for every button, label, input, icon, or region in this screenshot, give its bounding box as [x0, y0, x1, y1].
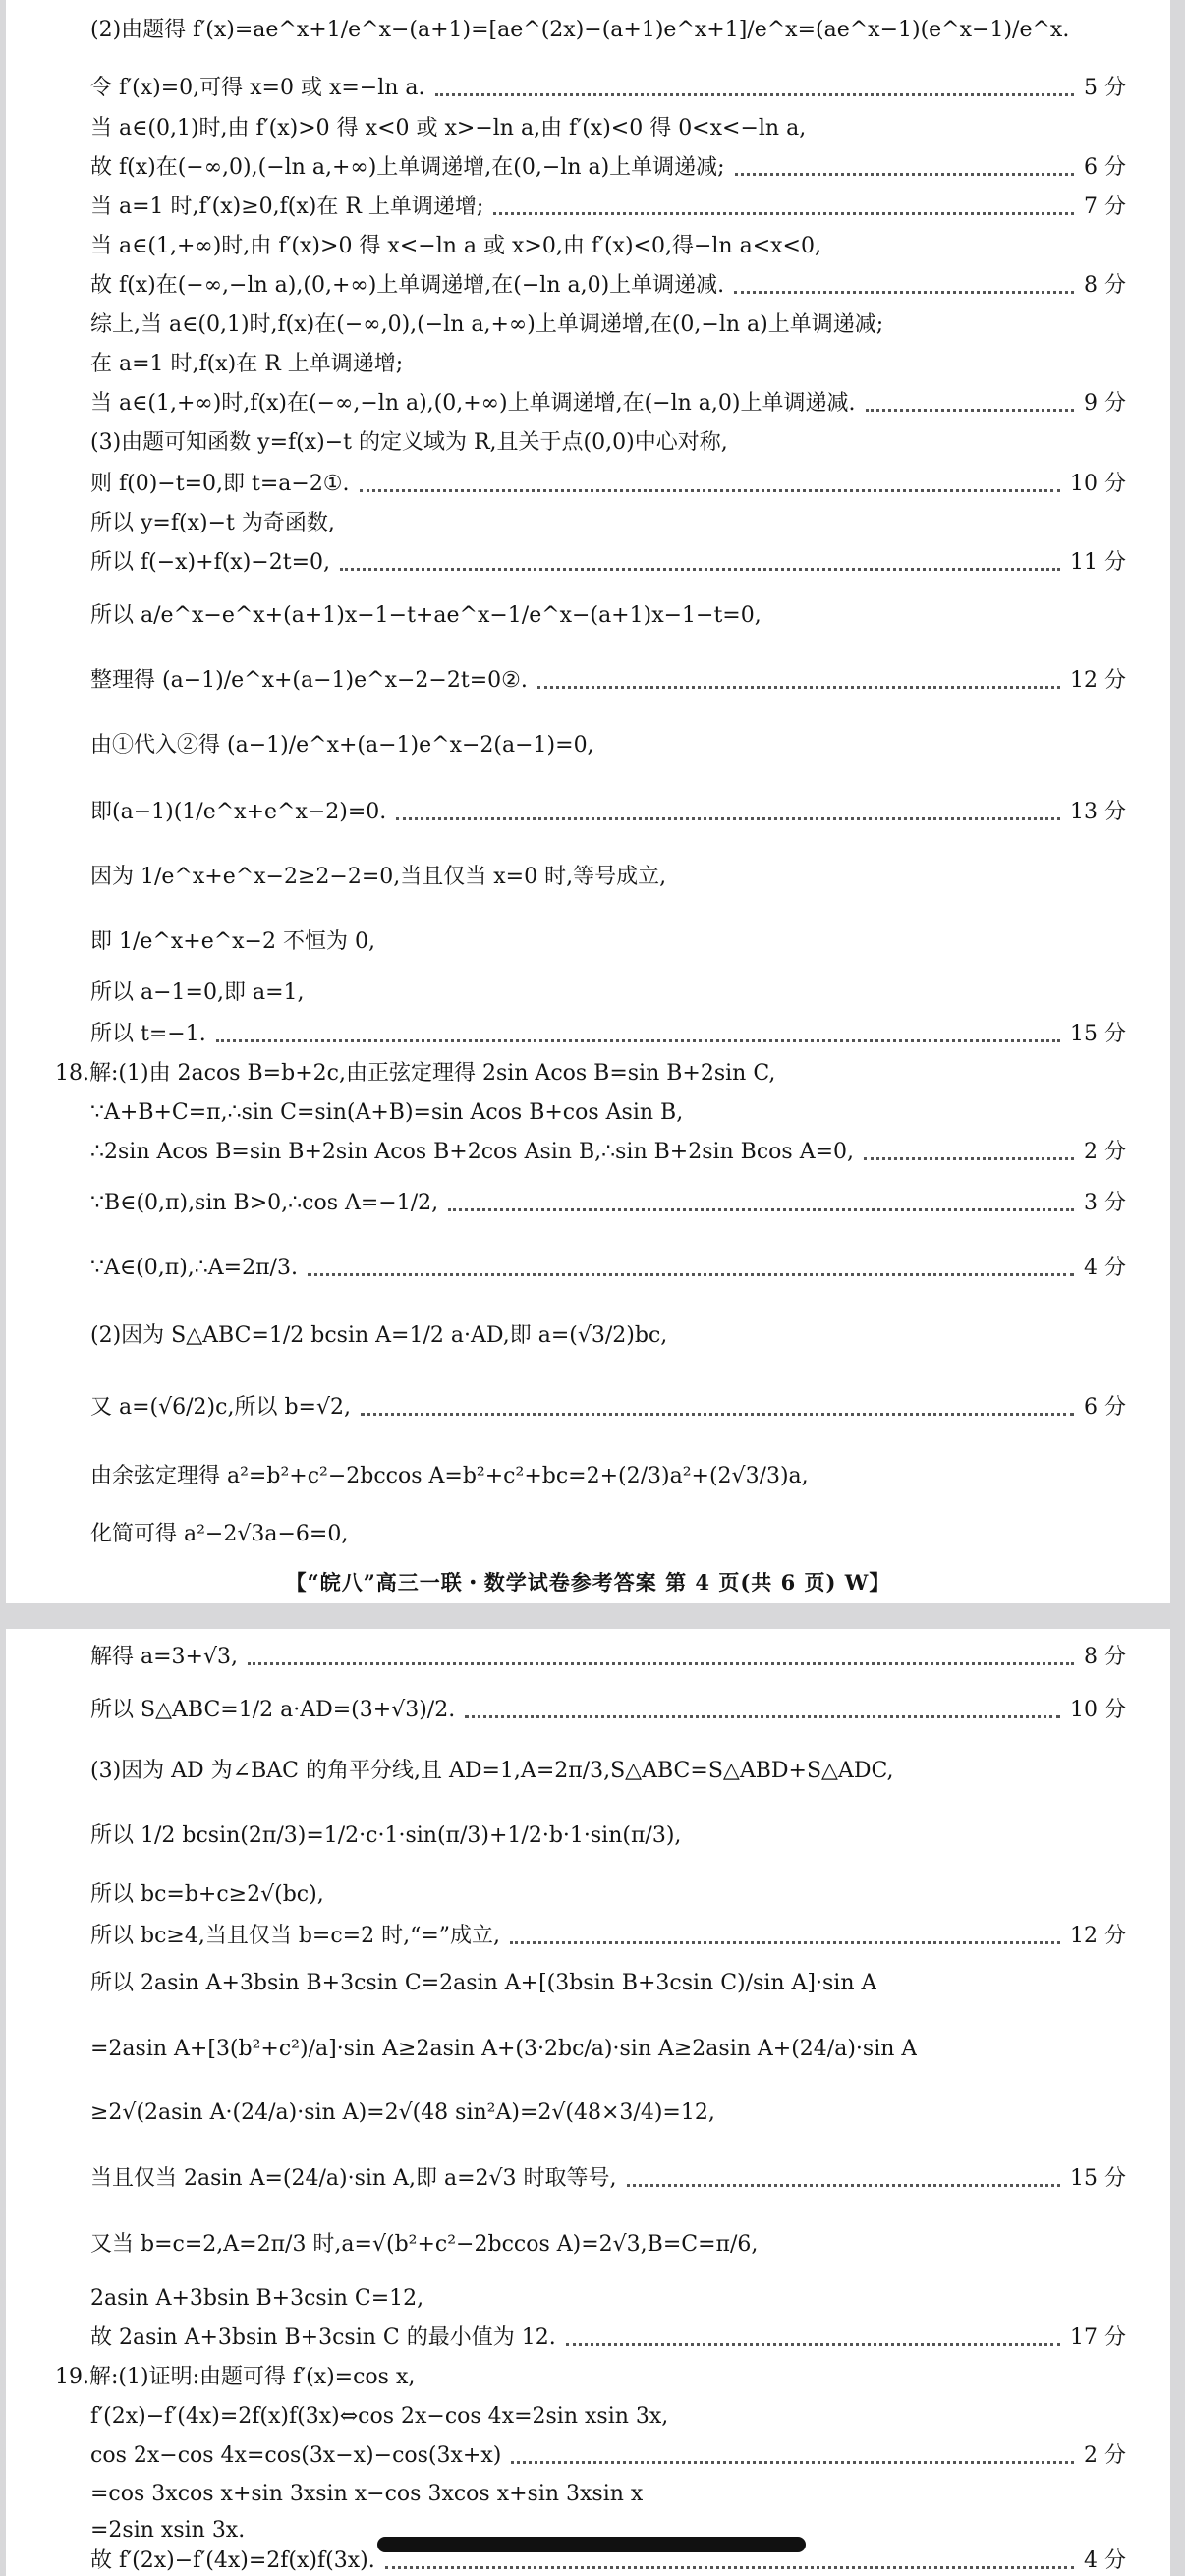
line-text: ∵A+B+C=π,∴sin C=sin(A+B)=sin Acos B+cos Asin B,: [90, 1100, 684, 1125]
line-text: 当 a∈(1,+∞)时,由 f′(x)>0 得 x<−ln a 或 x>0,由 f′(x)<0,得−ln a<x<0,: [90, 234, 821, 258]
line-text: 故 f′(2x)−f′(4x)=2f(x)f(3x).: [90, 2548, 375, 2573]
solution-line: [90, 2230, 1126, 2260]
dot-leader: [734, 291, 1074, 294]
solution-line: [90, 548, 1126, 578]
line-text: 故 2asin A+3bsin B+3csin C 的最小值为 12.: [90, 2325, 556, 2350]
line-text: (3)因为 AD 为∠BAC 的角平分线,且 AD=1,A=2π/3,S△ABC=S△ABD+S△ADC,: [90, 1759, 894, 1783]
score-mark: 10 分: [1070, 1698, 1126, 1722]
solution-line: [90, 1969, 1126, 1998]
line-text: 故 f(x)在(−∞,0),(−ln a,+∞)上单调递增,在(0,−ln a)上单调递减;: [90, 155, 725, 180]
dot-leader: [308, 1273, 1074, 1276]
dot-leader: [866, 409, 1075, 412]
question-19-start: [55, 2363, 1126, 2392]
solution-line: [90, 1757, 1126, 1786]
line-text: 由余弦定理得 a²=b²+c²−2bccos A=b²+c²+bc=2+(2/3)a²+(2√3/3)a,: [90, 1464, 809, 1488]
dot-leader: [537, 686, 1060, 689]
solution-line: [90, 1922, 1126, 1951]
line-text: ∴2sin Acos B=sin B+2sin Acos B+2cos Asin B,∴sin B+2sin Bcos A=0,: [90, 1140, 855, 1164]
dot-leader: [248, 1662, 1074, 1665]
line-text: 所以 f(−x)+f(x)−2t=0,: [90, 550, 330, 575]
line-text: =2sin xsin 3x.: [90, 2518, 246, 2543]
dot-leader: [435, 93, 1074, 96]
dot-leader: [361, 1413, 1074, 1416]
score-mark: 4 分: [1084, 2548, 1126, 2573]
solution-line: [90, 1880, 1126, 1910]
line-text: =2asin A+[3(b²+c²)/a]·sin A≥2asin A+(3·2bc/a)·sin A≥2asin A+(24/a)·sin A: [90, 2037, 918, 2061]
line-text: (2)因为 S△ABC=1/2 bcsin A=1/2 a·AD,即 a=(√3/2)bc,: [90, 1323, 668, 1348]
score-mark: 4 分: [1084, 1256, 1126, 1280]
solution-line: [90, 389, 1126, 419]
score-mark: 5 分: [1084, 76, 1126, 100]
line-text: f′(2x)−f′(4x)=2f(x)f(3x)⇔cos 2x−cos 4x=2sin xsin 3x,: [90, 2404, 669, 2429]
dot-leader: [511, 2461, 1074, 2464]
solution-line: [90, 310, 1126, 340]
solution-line: [90, 509, 1126, 538]
solution-line: [90, 1393, 1126, 1423]
solution-line: [90, 863, 1126, 892]
score-mark: 17 分: [1070, 2325, 1126, 2350]
line-text: 所以 t=−1.: [90, 1022, 206, 1046]
solution-line: [90, 153, 1126, 183]
line-text: 当 a∈(1,+∞)时,f(x)在(−∞,−ln a),(0,+∞)上单调递增,在(−ln a,0)上单调递减.: [90, 391, 856, 416]
dot-leader: [396, 817, 1060, 820]
solution-line: [90, 2164, 1126, 2194]
score-mark: 9 分: [1084, 391, 1126, 416]
score-mark: 15 分: [1070, 1022, 1126, 1046]
solution-line: [90, 470, 1126, 499]
line-text: 所以 S△ABC=1/2 a·AD=(3+√3)/2.: [90, 1698, 456, 1722]
line-text: ∵A∈(0,π),∴A=2π/3.: [90, 1256, 298, 1280]
solution-line: [90, 16, 1126, 45]
line-text: 所以 bc=b+c≥2√(bc),: [90, 1882, 324, 1907]
dot-leader: [864, 1157, 1074, 1160]
line-text: 所以 bc≥4,当且仅当 b=c=2 时,“=”成立,: [90, 1924, 500, 1948]
dot-leader: [216, 1039, 1060, 1042]
home-indicator-bar[interactable]: [377, 2537, 806, 2552]
score-mark: 12 分: [1070, 1924, 1126, 1948]
score-mark: 8 分: [1084, 1645, 1126, 1669]
score-mark: 10 分: [1070, 472, 1126, 496]
line-text: 令 f′(x)=0,可得 x=0 或 x=−ln a.: [90, 76, 425, 100]
solution-line: [90, 2324, 1126, 2353]
solution-line: [90, 232, 1126, 261]
line-text: 故 f(x)在(−∞,−ln a),(0,+∞)上单调递增,在(−ln a,0)上单调递减.: [90, 273, 725, 298]
score-mark: 6 分: [1084, 155, 1126, 180]
solution-line: [90, 2099, 1126, 2128]
line-text: 整理得 (a−1)/e^x+(a−1)e^x−2−2t=0②.: [90, 668, 528, 693]
solution-line: [90, 2480, 1126, 2509]
solution-line: [90, 1138, 1126, 1167]
line-text: 19.解:(1)证明:由题可得 f′(x)=cos x,: [55, 2365, 416, 2389]
dot-leader: [566, 2343, 1060, 2346]
solution-line: [90, 271, 1126, 301]
line-text: 所以 y=f(x)−t 为奇函数,: [90, 511, 335, 535]
dot-leader: [448, 1208, 1074, 1211]
line-text: 因为 1/e^x+e^x−2≥2−2=0,当且仅当 x=0 时,等号成立,: [90, 865, 667, 889]
solution-line: [90, 350, 1126, 379]
score-mark: 2 分: [1084, 2443, 1126, 2468]
line-text: 由①代入②得 (a−1)/e^x+(a−1)e^x−2(a−1)=0,: [90, 733, 594, 757]
answer-page-5: [6, 1629, 1170, 2576]
solution-line: [90, 731, 1126, 760]
solution-line: [90, 798, 1126, 827]
solution-line: [90, 1821, 1126, 1851]
line-text: 则 f(0)−t=0,即 t=a−2①.: [90, 472, 350, 496]
solution-line: [90, 1520, 1126, 1549]
solution-line: [90, 1189, 1126, 1218]
line-text: 所以 a/e^x−e^x+(a+1)x−1−t+ae^x−1/e^x−(a+1)x−1−t=0,: [90, 603, 762, 628]
line-text: 2asin A+3bsin B+3csin C=12,: [90, 2286, 424, 2311]
solution-line: [90, 979, 1126, 1008]
score-mark: 7 分: [1084, 195, 1126, 219]
solution-line: [90, 114, 1126, 143]
solution-line: [90, 601, 1126, 631]
line-text: 当且仅当 2asin A=(24/a)·sin A,即 a=2√3 时取等号,: [90, 2166, 617, 2191]
line-text: 即(a−1)(1/e^x+e^x−2)=0.: [90, 800, 387, 824]
line-text: =cos 3xcos x+sin 3xsin x−cos 3xcos x+sin 3xsin x: [90, 2482, 644, 2506]
solution-line: [90, 666, 1126, 696]
solution-line: [90, 2441, 1126, 2471]
score-mark: 15 分: [1070, 2166, 1126, 2191]
line-text: ∵B∈(0,π),sin B>0,∴cos A=−1/2,: [90, 1191, 439, 1215]
page-footer: 【“皖八”高三一联・数学试卷参考答案 第 4 页(共 6 页) W】: [285, 1570, 891, 1595]
solution-line: [90, 74, 1126, 103]
line-text: 在 a=1 时,f(x)在 R 上单调递增;: [90, 352, 404, 376]
dot-leader: [360, 489, 1060, 492]
score-mark: 11 分: [1070, 550, 1126, 575]
dot-leader: [627, 2184, 1060, 2187]
question-18-start: [55, 1059, 1126, 1089]
line-text: cos 2x−cos 4x=cos(3x−x)−cos(3x+x): [90, 2443, 502, 2468]
line-text: 综上,当 a∈(0,1)时,f(x)在(−∞,0),(−ln a,+∞)上单调递增,在(0,−ln a)上单调递减;: [90, 312, 884, 337]
solution-line: [90, 2284, 1126, 2314]
dot-leader: [493, 212, 1074, 215]
answer-page-4: [6, 0, 1170, 1603]
solution-line: [90, 1462, 1126, 1491]
line-text: 又 a=(√6/2)c,所以 b=√2,: [90, 1395, 351, 1420]
solution-line: [90, 1696, 1126, 1725]
solution-line: [90, 1321, 1126, 1351]
dot-leader: [510, 1941, 1060, 1944]
line-text: 所以 a−1=0,即 a=1,: [90, 980, 305, 1005]
score-mark: 13 分: [1070, 800, 1126, 824]
dot-leader: [465, 1715, 1060, 1718]
line-text: 即 1/e^x+e^x−2 不恒为 0,: [90, 929, 375, 954]
solution-line: [90, 2035, 1126, 2064]
solution-line: [90, 193, 1126, 222]
solution-line: [90, 2402, 1126, 2432]
solution-line: [90, 927, 1126, 957]
dot-leader: [385, 2566, 1074, 2569]
solution-line: [90, 1643, 1126, 1672]
score-mark: 2 分: [1084, 1140, 1126, 1164]
score-mark: 6 分: [1084, 1395, 1126, 1420]
line-text: 当 a∈(0,1)时,由 f′(x)>0 得 x<0 或 x>−ln a,由 f′(x)<0 得 0<x<−ln a,: [90, 116, 807, 140]
line-text: 解得 a=3+√3,: [90, 1645, 238, 1669]
line-text: ≥2√(2asin A·(24/a)·sin A)=2√(48 sin²A)=2√(48×3/4)=12,: [90, 2100, 715, 2125]
line-text: 化简可得 a²−2√3a−6=0,: [90, 1522, 349, 1546]
solution-line: [90, 1020, 1126, 1049]
line-text: 所以 2asin A+3bsin B+3csin C=2asin A+[(3bsin B+3csin C)/sin A]·sin A: [90, 1971, 877, 1995]
line-text: (3)由题可知函数 y=f(x)−t 的定义域为 R,且关于点(0,0)中心对称,: [90, 430, 728, 455]
solution-line: [90, 1254, 1126, 1283]
solution-line: [90, 428, 1126, 458]
score-mark: 8 分: [1084, 273, 1126, 298]
line-text: 所以 1/2 bcsin(2π/3)=1/2·c·1·sin(π/3)+1/2·b·1·sin(π/3),: [90, 1823, 682, 1848]
solution-line: [90, 1098, 1126, 1128]
line-text: 18.解:(1)由 2acos B=b+2c,由正弦定理得 2sin Acos B=sin B+2sin C,: [55, 1061, 776, 1086]
score-mark: 3 分: [1084, 1191, 1126, 1215]
line-text: 当 a=1 时,f′(x)≥0,f(x)在 R 上单调递增;: [90, 195, 484, 219]
dot-leader: [735, 173, 1074, 176]
dot-leader: [340, 568, 1060, 571]
line-text: 又当 b=c=2,A=2π/3 时,a=√(b²+c²−2bccos A)=2√3,B=C=π/6,: [90, 2232, 759, 2257]
score-mark: 12 分: [1070, 668, 1126, 693]
line-text: (2)由题得 f′(x)=ae^x+1/e^x−(a+1)=[ae^(2x)−(a+1)e^x+1]/e^x=(ae^x−1)(e^x−1)/e^x.: [90, 18, 1070, 42]
